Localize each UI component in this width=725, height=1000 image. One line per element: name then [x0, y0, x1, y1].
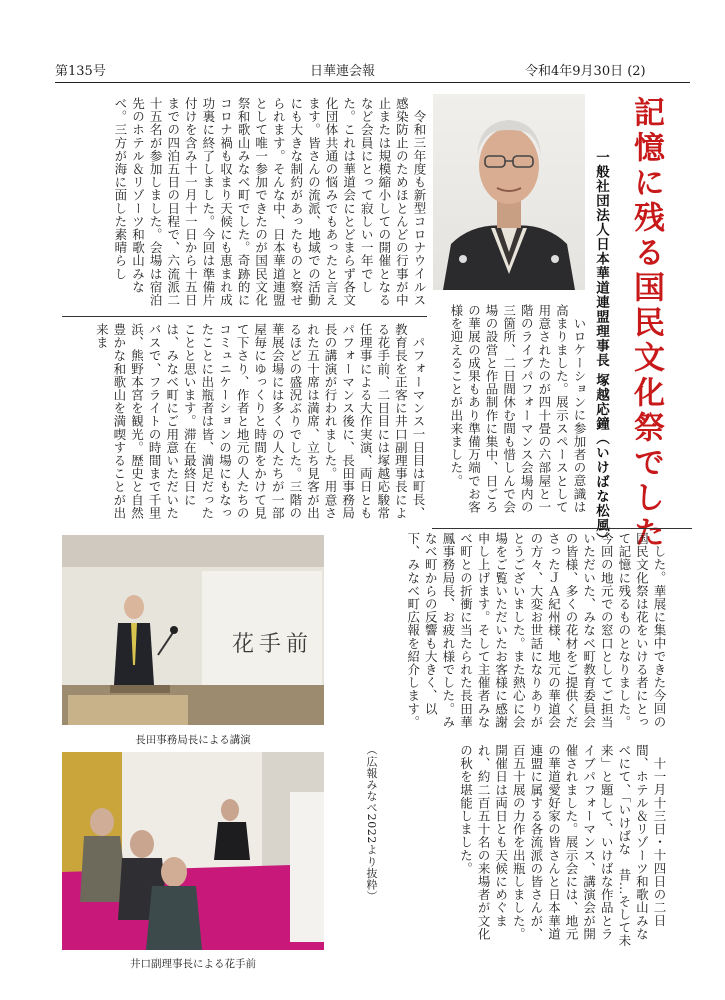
article-column-4: した。華展に集中できた今回の国民文化祭は花をいける者にとって記憶に残るものとなりました。今回の地元での窓口としてご担当いただいた、みなべ町教育委員会の皆様、多くの花材をご提供くださったＪＡ紀州様、地元の華道会の方々、大変お世話になりありがとうございました。また熱心に会場をご覧いただいたお客様に感謝申し上げます。そして主催者みなべ町との折衝に当たられた長田華鳳事務局長、お疲れ様でした。みなべ町からの反響も大きく、以下、みなべ町広報を紹介します。 [405, 532, 667, 729]
article-column-2: いロケーションに参加者の意識は高まりました。展示スペースとして用意されたのが四十畳の六部屋と一階のライブパフォーマンス会場内の三箇所、二日間休む間も惜しんで会場の設営と作品制作に集中、日ごろの華展の成果もあり準備万端でお客様を迎えることが出来ました。 [448, 304, 587, 514]
article-column-5: 十一月十三日・十四日の二日間、ホテル＆リゾーツ和歌山みなべにて、「いけばな 昔…そして未来」と題して、いけばな作品とライブパフォーマンス、講演会が開催されました。展示会には、地元の華道愛好家の皆さんと日本華道連盟に属する各流派の皆さんが、百五十展の力作を出瓶しました。開催日は両日とも天候にめぐまれ、約二百五十名の来場者が文化の秋を堪能しました。 [458, 744, 667, 948]
article-column-1: 令和三年度も新型コロナウイルス感染防止のためほとんどの行事が中止または規模縮小しての開催となるなど会員にとって寂しい一年でした。これは華道会にとどまらず各文化団体共通の悩みでもあったと言えます。皆さんの流派、地域での活動にも大きな制約があったものと察せられます。そんな中、日本華道連盟として唯一参加できたのが国民文化祭和歌山みなべ町でした。奇跡的にコロナ禍も収まり天候にも恵まれ成功裏に終了しました。今回は準備片付けを含み十一月十一日から十五日までの四泊五日の日程で、六流派二十五名が参加しました。会場は宿泊先のホテル＆リゾーツ和歌山みなべ。三方が海に面した素晴らし [112, 97, 427, 307]
flower-ceremony-photo [62, 752, 324, 950]
article-column-3: パフォーマンス一日目は町長、教育長を正客に井口副理事長による花手前、二日目には塚越応駿常任理事による大作実演、両日ともパフォーマンス後に、長田事務局長の講演が行われました。用意された五十席は満席、立ち見客が出るほどの盛況ぶりでした。三階の華展会場には多くの人たちが一部屋毎にゆっくりと時間をかけて見て下さり、作者と地元の人たちのコミュニケーションの場にもなったことに出瓶者は皆、満足だったことと思います。滞在最終日には、みなべ町にご用意いただいたバスで、フライトの時間まで千里浜、熊野本宮を観光。歴史と自然豊かな和歌山を満喫することが出来ま [94, 323, 426, 520]
issue-date: 令和4年9月30日 (2) [525, 64, 646, 79]
author-portrait [433, 94, 585, 290]
page-header [55, 60, 685, 82]
column-rule [62, 316, 427, 317]
article-byline: 一般社団法人日本華道連盟理事長 塚越応鐘（いけばな松風） [593, 150, 609, 548]
article-title: 記憶に残る国民文化祭でした [628, 96, 664, 551]
column-rule [432, 528, 692, 529]
header-rule [55, 82, 690, 83]
lecture-photo [62, 535, 324, 725]
flower-ceremony-caption: 井口副理事長による花手前 [130, 958, 256, 970]
publication-name: 日華連会報 [310, 64, 376, 79]
stage-sign-text: 花手前 [232, 632, 314, 657]
lecture-photo-caption: 長田事務局長による講演 [135, 734, 251, 746]
issue-number: 第135号 [55, 64, 106, 79]
source-note: （広報みなべ2022より抜粋） [365, 744, 378, 902]
